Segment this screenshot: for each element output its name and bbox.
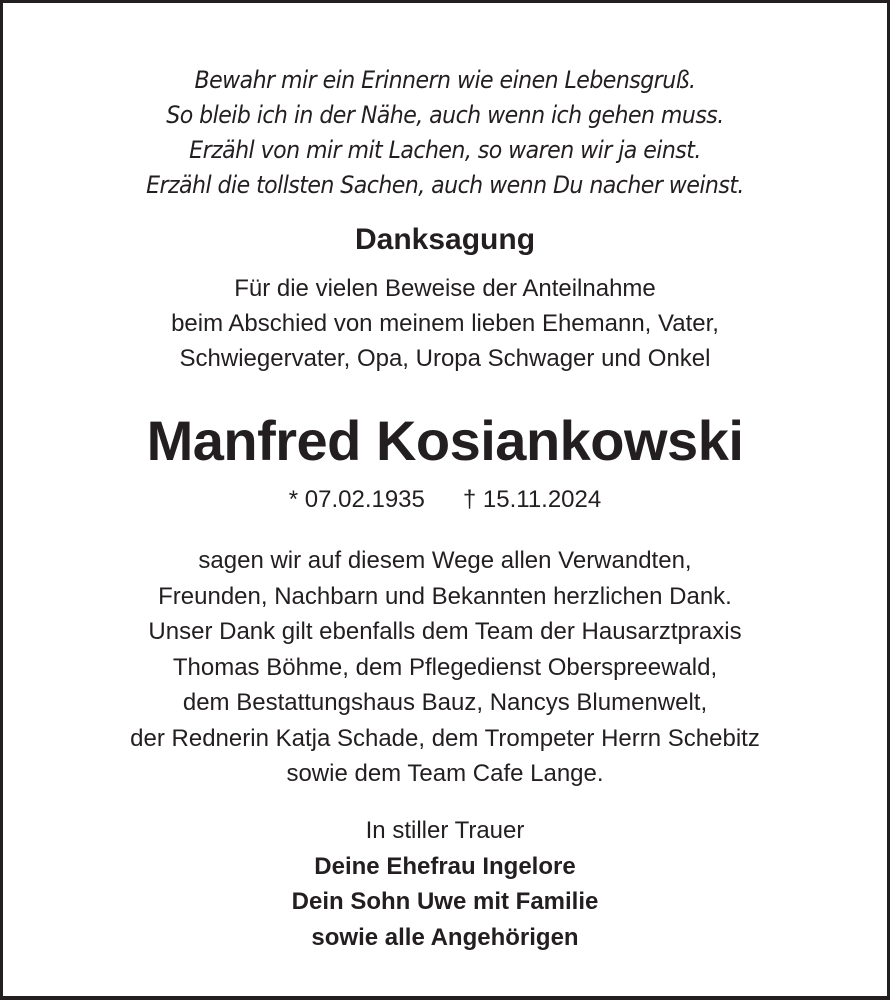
thanks-line: dem Bestattungshaus Bauz, Nancys Blumenwelt,: [182, 689, 708, 716]
thanks-line: Unser Dank gilt ebenfalls dem Team der Hausarztpraxis: [148, 618, 742, 645]
death-date: † 15.11.2024: [462, 486, 602, 513]
thanks-line: Freunden, Nachbarn und Bekannten herzlichen Dank.: [158, 582, 732, 610]
thanks-line: der Rednerin Katja Schade, dem Trompeter Herrn Schebitz: [130, 724, 760, 752]
deceased-name: Manfred Kosiankowski: [146, 409, 744, 472]
signoff-intro: In stiller Trauer: [365, 817, 525, 844]
thanks-line: Thomas Böhme, dem Pflegedienst Oberspreewald,: [172, 653, 718, 681]
mourner-line: sowie alle Angehörigen: [311, 923, 579, 951]
memorial-poem: [38, 63, 851, 203]
intro-line: Schwiegervater, Opa, Uropa Schwager und Onkel: [179, 345, 711, 372]
intro-paragraph: [3, 271, 887, 376]
thanks-line: sagen wir auf diesem Wege allen Verwandten,: [198, 547, 692, 574]
mourner-line: Deine Ehefrau Ingelore: [314, 852, 576, 880]
mourner-line: Dein Sohn Uwe mit Familie: [291, 888, 599, 915]
intro-line: Für die vielen Beweise der Anteilnahme: [234, 275, 656, 302]
thanks-line: sowie dem Team Cafe Lange.: [286, 760, 604, 787]
signoff: [3, 813, 887, 955]
thanks-paragraph: [3, 543, 887, 792]
poem-line: So bleib ich in der Nähe, auch wenn ich gehen muss.: [166, 101, 724, 129]
poem-line: Erzähl von mir mit Lachen, so waren wir ja einst.: [189, 136, 701, 164]
notice-heading: Danksagung: [354, 223, 536, 256]
life-dates: [3, 482, 887, 517]
poem-line: Erzähl die tollsten Sachen, auch wenn Du nacher weinst.: [146, 171, 744, 199]
birth-date: * 07.02.1935: [288, 486, 425, 513]
intro-line: beim Abschied von meinem lieben Ehemann, Vater,: [171, 310, 719, 337]
poem-line: Bewahr mir ein Erinnern wie einen Lebensgruß.: [194, 66, 696, 94]
